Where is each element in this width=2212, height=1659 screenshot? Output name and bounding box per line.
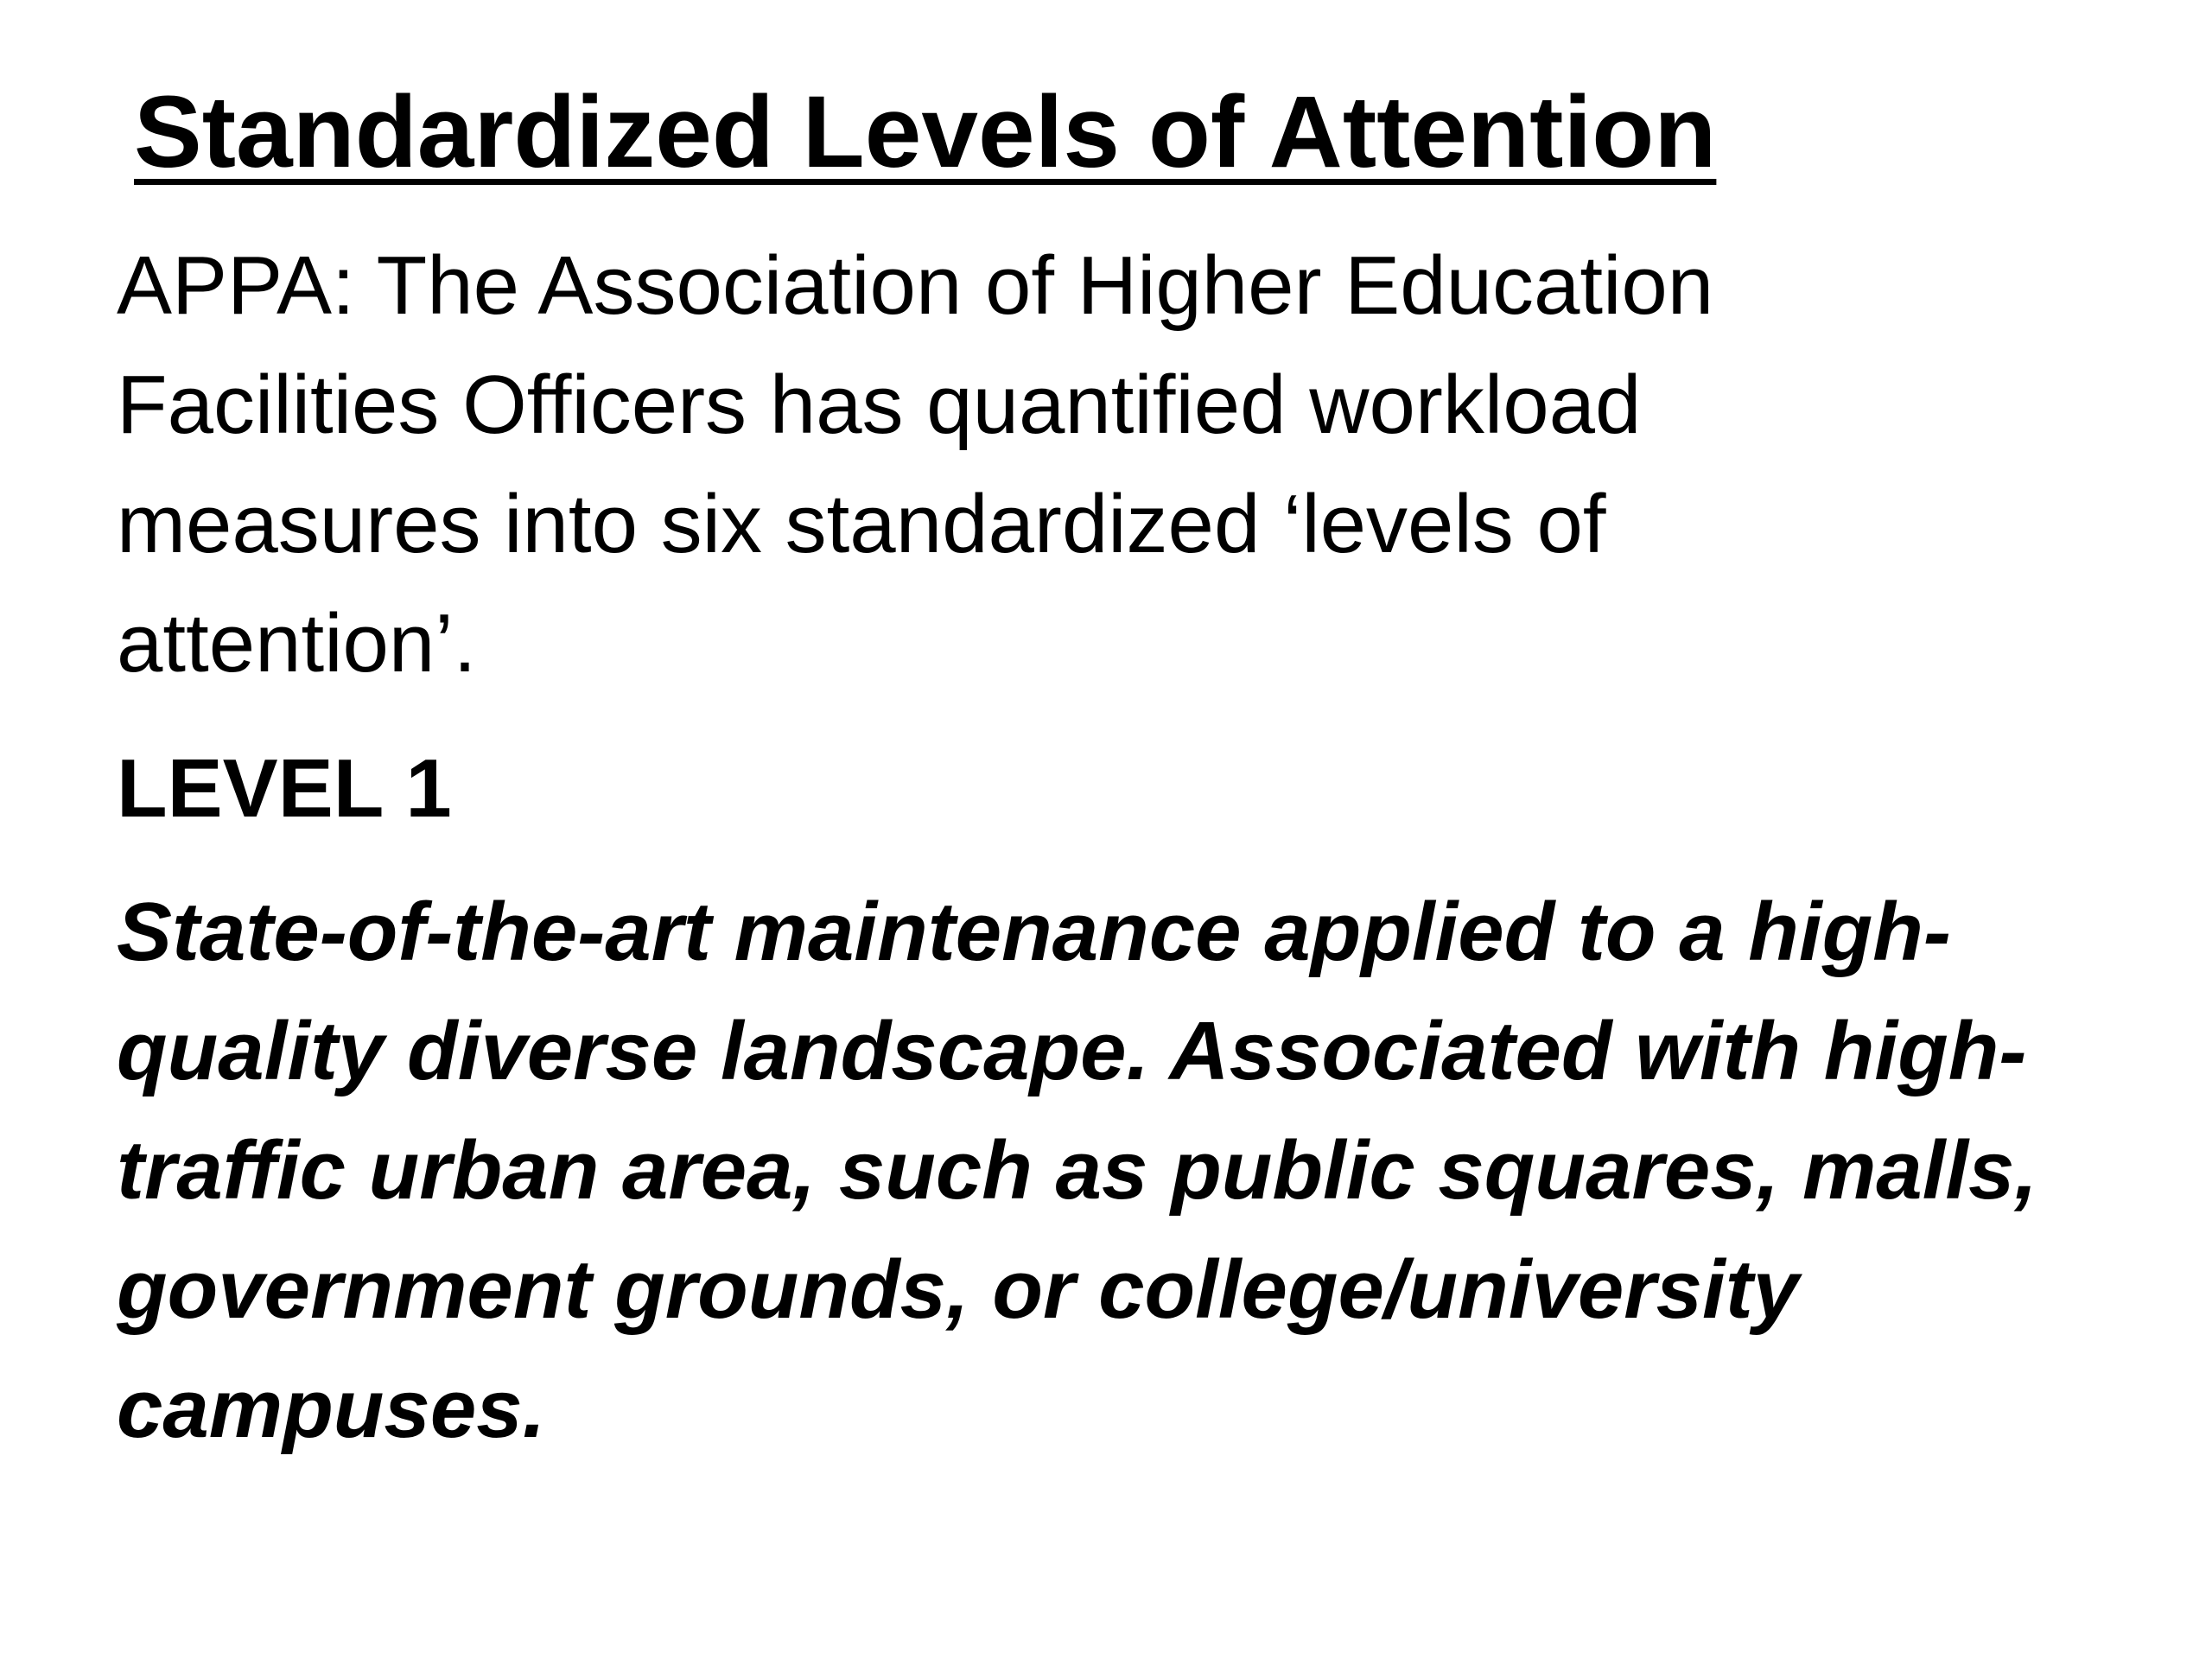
level-heading: LEVEL 1 [117, 742, 452, 835]
intro-paragraph: APPA: The Association of Higher Education Facilities Officers has quantified workload measures into six standardized ‘levels of attention’. [117, 239, 1714, 690]
level-description: State-of-the-art maintenance applied to a high-quality diverse landscape. Associated with high-traffic urban area, such as public squares, malls, government grounds, or college/university campuses. [117, 886, 2038, 1455]
slide-title: Standardized Levels of Attention [134, 75, 1717, 189]
slide-body [117, 226, 2104, 1469]
